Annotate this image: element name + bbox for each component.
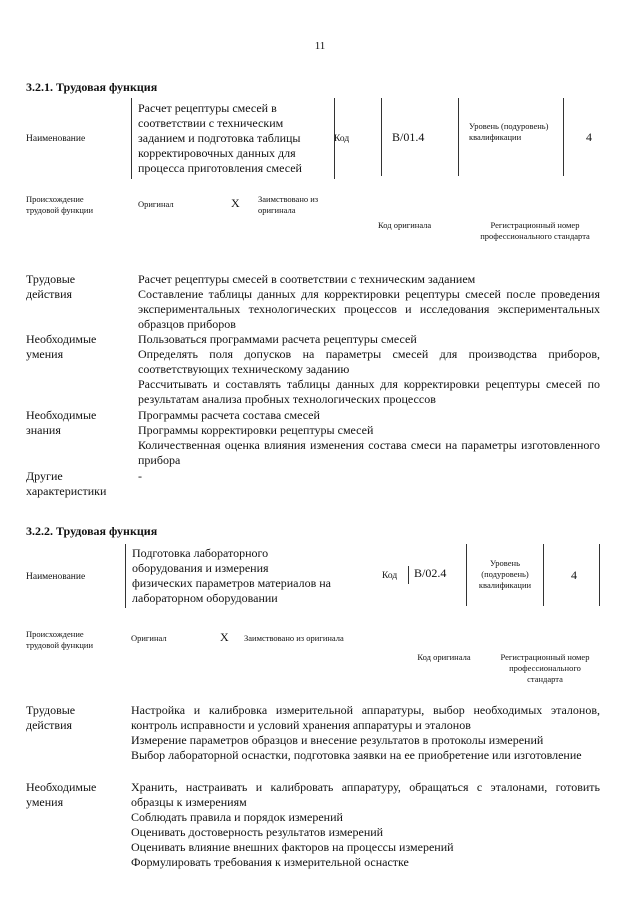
level-value-box (555, 544, 600, 606)
page-number: 11 (314, 40, 326, 52)
level-value: 4 (571, 568, 577, 582)
list-item: Оценивать влияние внешних факторов на процессы измерений (131, 840, 454, 854)
list-item: Выбор лабораторной оснастки, подготовка заявки на ее приобретение или изготовление (131, 748, 582, 762)
list-item: Составление таблицы данных для корректировки рецептуры смесей после проведения экспериментальных технологических процессов и исследования экспериментальных образцов приборов (138, 287, 600, 331)
naimenovanie-label: Наименование (26, 572, 86, 582)
level-box (563, 98, 612, 176)
original-label: Оригинал (131, 633, 167, 643)
list-item: Программы расчета состава смесей (138, 408, 320, 422)
umen-label: Необходимые умения (26, 332, 97, 361)
znan-list (138, 408, 600, 468)
function-name: Расчет рецептуры смесей в соответствии с техническим заданием и подготовка таблицы корректировочных данных для процесса приготовления смесей (138, 101, 302, 175)
origin-label: Происхождение трудовой функции (26, 194, 93, 215)
list-item: Измерение параметров образцов и внесение результатов в протоколы измерений (131, 733, 544, 747)
level-box (466, 544, 544, 606)
kod-originala-label: Код оригинала (378, 220, 432, 230)
znan-label: Необходимые знания (26, 408, 97, 437)
umen-list (138, 332, 600, 407)
function-name-box (125, 544, 336, 608)
origin-label: Происхождение трудовой функции (26, 629, 93, 650)
umen-label: Необходимые умения (26, 780, 97, 809)
borrowed-label: Заимствовано из оригинала (244, 633, 344, 643)
level-label: Уровень (подуровень) квалификации (469, 121, 549, 142)
borrowed-label: Заимствовано из оригинала (258, 194, 319, 215)
trud-label: Трудовые действия (26, 703, 76, 732)
code-box (381, 98, 459, 176)
kod-originala-label: Код оригинала (417, 652, 471, 662)
reg-number-label: Регистрационный номер профессионального стандарта (480, 220, 590, 241)
section-heading-322: 3.2.2. Трудовая функция (26, 524, 158, 538)
level-value: 4 (586, 130, 592, 144)
list-item: Определять поля допусков на параметры смесей для производства приборов, соответствующих техническому заданию (138, 347, 600, 376)
list-item: Программы корректировки рецептуры смесей (138, 423, 374, 437)
other-label: Другие характеристики (26, 469, 107, 498)
umen-list (131, 780, 600, 870)
naimenovanie-label: Наименование (26, 134, 86, 144)
trud-label: Трудовые действия (26, 272, 76, 301)
code-box (408, 566, 446, 584)
section-heading-321: 3.2.1. Трудовая функция (26, 80, 158, 94)
function-name: Подготовка лабораторного оборудования и измерения физических параметров материалов на лабораторном оборудовании (132, 546, 332, 605)
kod-label: Код (334, 134, 350, 144)
trud-list (138, 272, 600, 332)
list-item: Количественная оценка влияния изменения состава смеси на параметры изготовленного прибора (138, 438, 600, 467)
original-x-mark: X (220, 630, 229, 644)
list-item: Настройка и калибровка измерительной аппаратуры, выбор необходимых эталонов, контроль исправности и условий хранения аппаратуры и эталонов (131, 703, 600, 732)
reg-number-label: Регистрационный номер профессионального стандарта (500, 652, 590, 684)
list-item: Формулировать требования к измерительной оснастке (131, 855, 409, 869)
function-name-box (131, 98, 335, 179)
original-x-mark: X (231, 196, 240, 210)
function-code: B/01.4 (392, 130, 425, 144)
trud-list (131, 703, 600, 763)
list-item: Рассчитывать и составлять таблицы данных для корректировки рецептуры смесей по результатам анализа пробных технологических процессов (138, 377, 600, 406)
function-code: B/02.4 (414, 566, 447, 580)
list-item: Хранить, настраивать и калибровать аппаратуру, обращаться с эталонами, готовить образцы к измерениям (131, 780, 600, 809)
list-item: Соблюдать правила и порядок измерений (131, 810, 343, 824)
original-label: Оригинал (138, 199, 174, 209)
other-value: - (138, 469, 142, 483)
kod-label: Код (382, 571, 398, 581)
list-item: Расчет рецептуры смесей в соответствии с техническим заданием (138, 272, 476, 286)
level-label: Уровень (подуровень) квалификации (478, 558, 532, 590)
list-item: Пользоваться программами расчета рецептуры смесей (138, 332, 417, 346)
list-item: Оценивать достоверность результатов измерений (131, 825, 384, 839)
